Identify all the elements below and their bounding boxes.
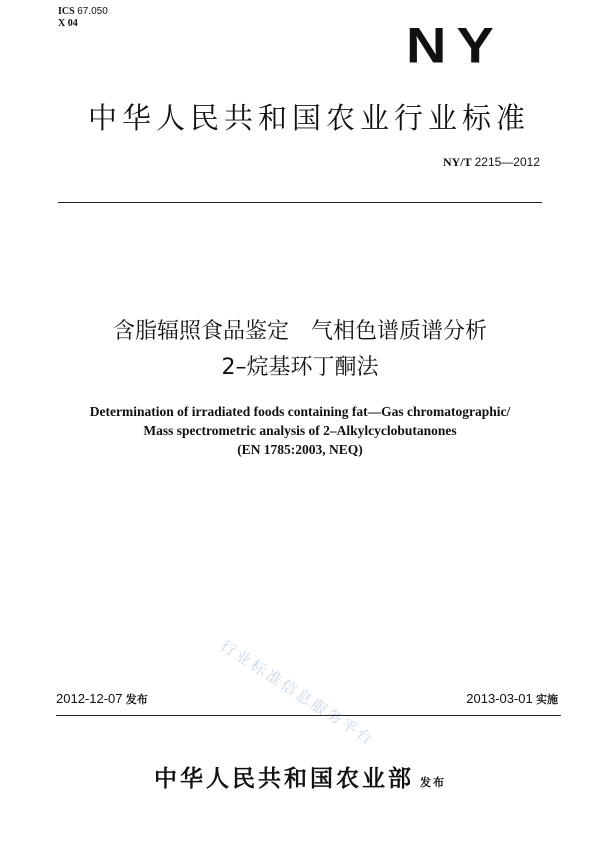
implement-date-value: 2013-03-01: [466, 691, 533, 706]
watermark: 行业标准信息服务平台: [217, 636, 378, 750]
issuer: [0, 760, 600, 793]
en-title-line1: Determination of irradiated foods containing fat—Gas chromatographic/: [89, 404, 511, 419]
implement-label: 实施: [536, 693, 558, 706]
issuer-name: 中华人民共和国农业部: [154, 765, 414, 792]
standard-code: [443, 154, 540, 170]
ics-number: 67.050: [77, 6, 108, 17]
publish-date-value: 2012-12-07: [56, 691, 123, 706]
english-title: [0, 402, 600, 459]
bottom-divider: [56, 715, 561, 716]
publish-date: [56, 691, 148, 707]
ny-logo: NY: [406, 16, 504, 74]
cn-title-part1: 含脂辐照食品鉴定: [112, 319, 289, 344]
en-title-line2: Mass spectrometric analysis of 2–Alkylcyclobutanones: [143, 423, 457, 438]
cn-title-line2: 2–烷基环丁酮法: [221, 355, 379, 380]
ics-classification: [58, 6, 108, 30]
issuer-label: 发布: [420, 776, 446, 789]
cn-title-part2: 气相色谱质谱分析: [311, 319, 488, 344]
publish-label: 发布: [125, 693, 148, 706]
standard-category-title: 中华人民共和国农业行业标准: [87, 101, 530, 135]
standard-code-prefix: NY/T: [442, 155, 472, 169]
implement-date: [466, 691, 558, 707]
top-divider: [58, 202, 542, 203]
en-title-line3: (EN 1785:2003, NEQ): [237, 442, 363, 457]
chinese-title: [0, 314, 600, 386]
ics-label: ICS: [58, 6, 75, 17]
standard-code-number: 2215—2012: [474, 155, 540, 169]
category-code: X 04: [58, 18, 78, 29]
